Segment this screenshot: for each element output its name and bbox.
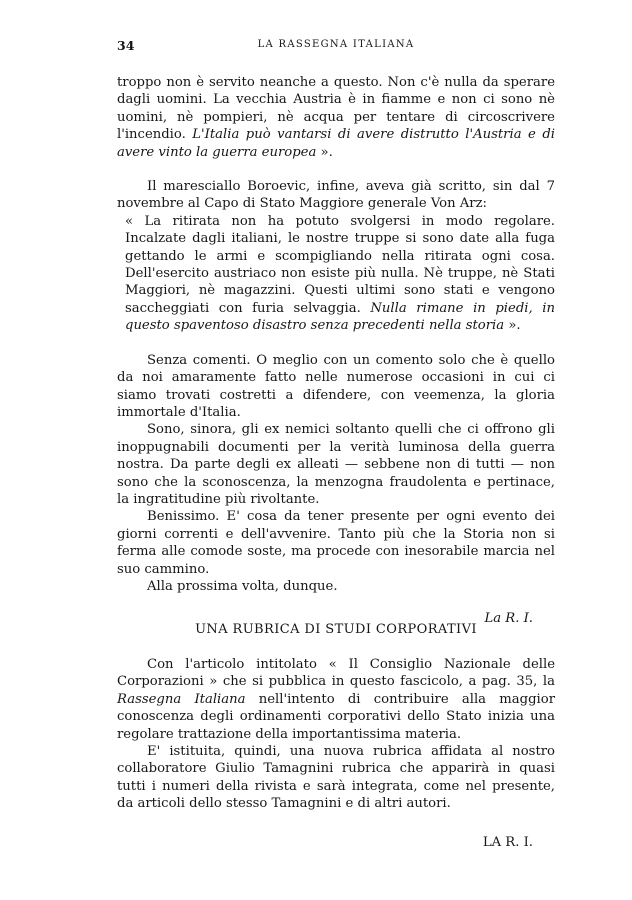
paragraph-closing: Alla prossima volta, dunque. bbox=[147, 578, 338, 594]
paragraph-senza-comenti: Senza comenti. O meglio con un comento solo che è quello da noi amaramente fatto nelle numerose occasioni in cui ci siamo trovati costretti a difendere, con veemenza, la gloria immortale d'Italia. bbox=[117, 352, 555, 420]
text-run: nell'intento di contribuire alla maggior conoscenza degli ordinamenti corporativi dello Stato inizia una regolare trattazione della importantissima materia. bbox=[117, 691, 555, 742]
italic-text: L'Italia può vantarsi di avere distrutto l'Austria e di avere vinto la guerra europea bbox=[117, 127, 555, 160]
text-run: ». bbox=[504, 318, 521, 334]
boroevic-quote bbox=[117, 213, 555, 335]
signature-section-1: La R. I. bbox=[484, 611, 533, 627]
running-title: LA RASSEGNA ITALIANA bbox=[257, 39, 415, 50]
italic-text: Nulla rimane in piedi, in questo spaventoso disastro senza precedenti nella storia bbox=[125, 300, 555, 334]
text-run: Con l'articolo intitolato « Il Consiglio Nazionale delle Corporazioni » che si pubblica in questo fascicolo, a pag. 35, la bbox=[117, 657, 555, 690]
text-run: troppo non è servito neanche a questo. Non c'è nulla da sperare dagli uomini. La vecchia Austria è in fiamme e non ci sono nè uomini, nè pompieri, nè acqua per tentare di circoscrivere l'incendio. bbox=[117, 75, 555, 143]
paragraph-ex-nemici: Sono, sinora, gli ex nemici soltanto quelli che ci offrono gli inoppugnabili documenti per la verità luminosa della guerra nostra. Da parte degli ex alleati — sebbene non di tutti — non sono che la sconoscenza, la menzogna fraudolenta e pertinace, la ingratitudine più rivoltante. bbox=[117, 422, 555, 507]
page-header bbox=[117, 38, 555, 58]
quote-text bbox=[125, 214, 555, 333]
section-2-heading: UNA RUBRICA DI STUDI CORPORATIVI bbox=[195, 622, 477, 637]
section-2-body bbox=[117, 656, 555, 850]
section-1-body bbox=[117, 74, 555, 626]
text-run: « La ritirata non ha potuto svolgersi in modo regolare. Incalzate dagli italiani, le nostre truppe si sono date alla fuga gettando le armi e scompigliando nella ritirata ogni cosa. Dell'esercito austriaco non esiste più nulla. Nè truppe, nè Stati Maggiori, nè magazzini. Questi ultimi sono stati e vengono saccheggiati con furia selvaggia. bbox=[125, 213, 555, 316]
text-run: ». bbox=[316, 144, 333, 160]
page-number: 34 bbox=[117, 38, 135, 53]
paragraph-benissimo: Benissimo. E' cosa da tener presente per ogni evento dei giorni correnti e dell'avvenire. Tanto più che la Storia non si ferma alle comode soste, ma procede con inesorabile marcia nel suo cammino. bbox=[117, 509, 555, 577]
paragraph-continuation bbox=[117, 74, 555, 161]
italic-text: Rassegna Italiana bbox=[117, 691, 246, 707]
paragraph-rubrica-intro bbox=[117, 656, 555, 743]
signature-section-2: LA R. I. bbox=[482, 834, 533, 850]
paragraph-boroevic-intro: Il maresciallo Boroevic, infine, aveva già scritto, sin dal 7 novembre al Capo di Stato Maggiore generale Von Arz: bbox=[117, 179, 555, 212]
paragraph-rubrica-details: E' istituita, quindi, una nuova rubrica affidata al nostro collaboratore Giulio Tamagnini rubrica che apparirà in quasi tutti i numeri della rivista e sarà integrata, come nel presente, da articoli dello stesso Tamagnini e di altri autori. bbox=[117, 744, 555, 812]
